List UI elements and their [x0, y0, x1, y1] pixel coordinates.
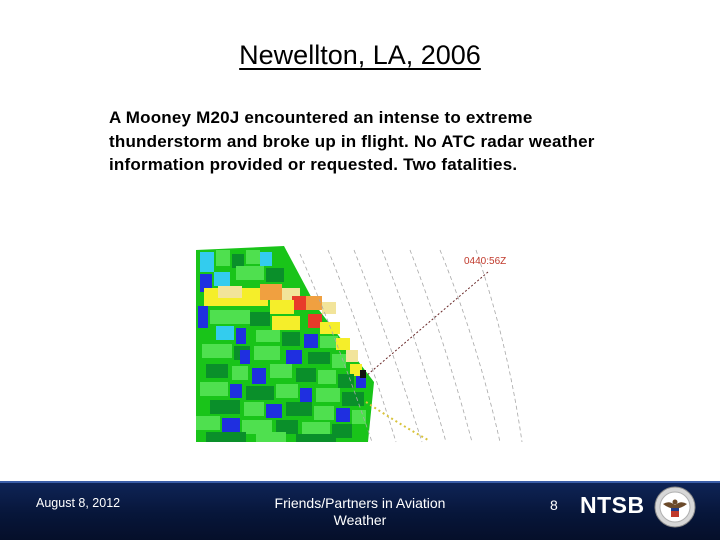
slide-body-text: A Mooney M20J encountered an intense to extreme thunderstorm and broke up in flight. No ATC radar weather information provided or requested. Two fatalities.	[109, 108, 595, 174]
ntsb-seal-icon	[654, 486, 696, 528]
aircraft-descent-track	[366, 402, 428, 440]
radar-image	[196, 246, 526, 446]
slide-title: Newellton, LA, 2006	[239, 40, 481, 70]
ntsb-logo-text: NTSB	[580, 492, 645, 518]
footer-event-name: Friends/Partners in Aviation Weather	[274, 495, 446, 528]
radar-timestamp: 0440:56Z	[464, 256, 507, 267]
footer-divider	[0, 481, 720, 483]
page-number: 8	[550, 497, 558, 513]
footer-date: August 8, 2012	[36, 496, 121, 510]
aircraft-last-position	[360, 370, 366, 378]
aircraft-track	[366, 272, 488, 376]
radar-reflectivity-field	[196, 246, 374, 442]
